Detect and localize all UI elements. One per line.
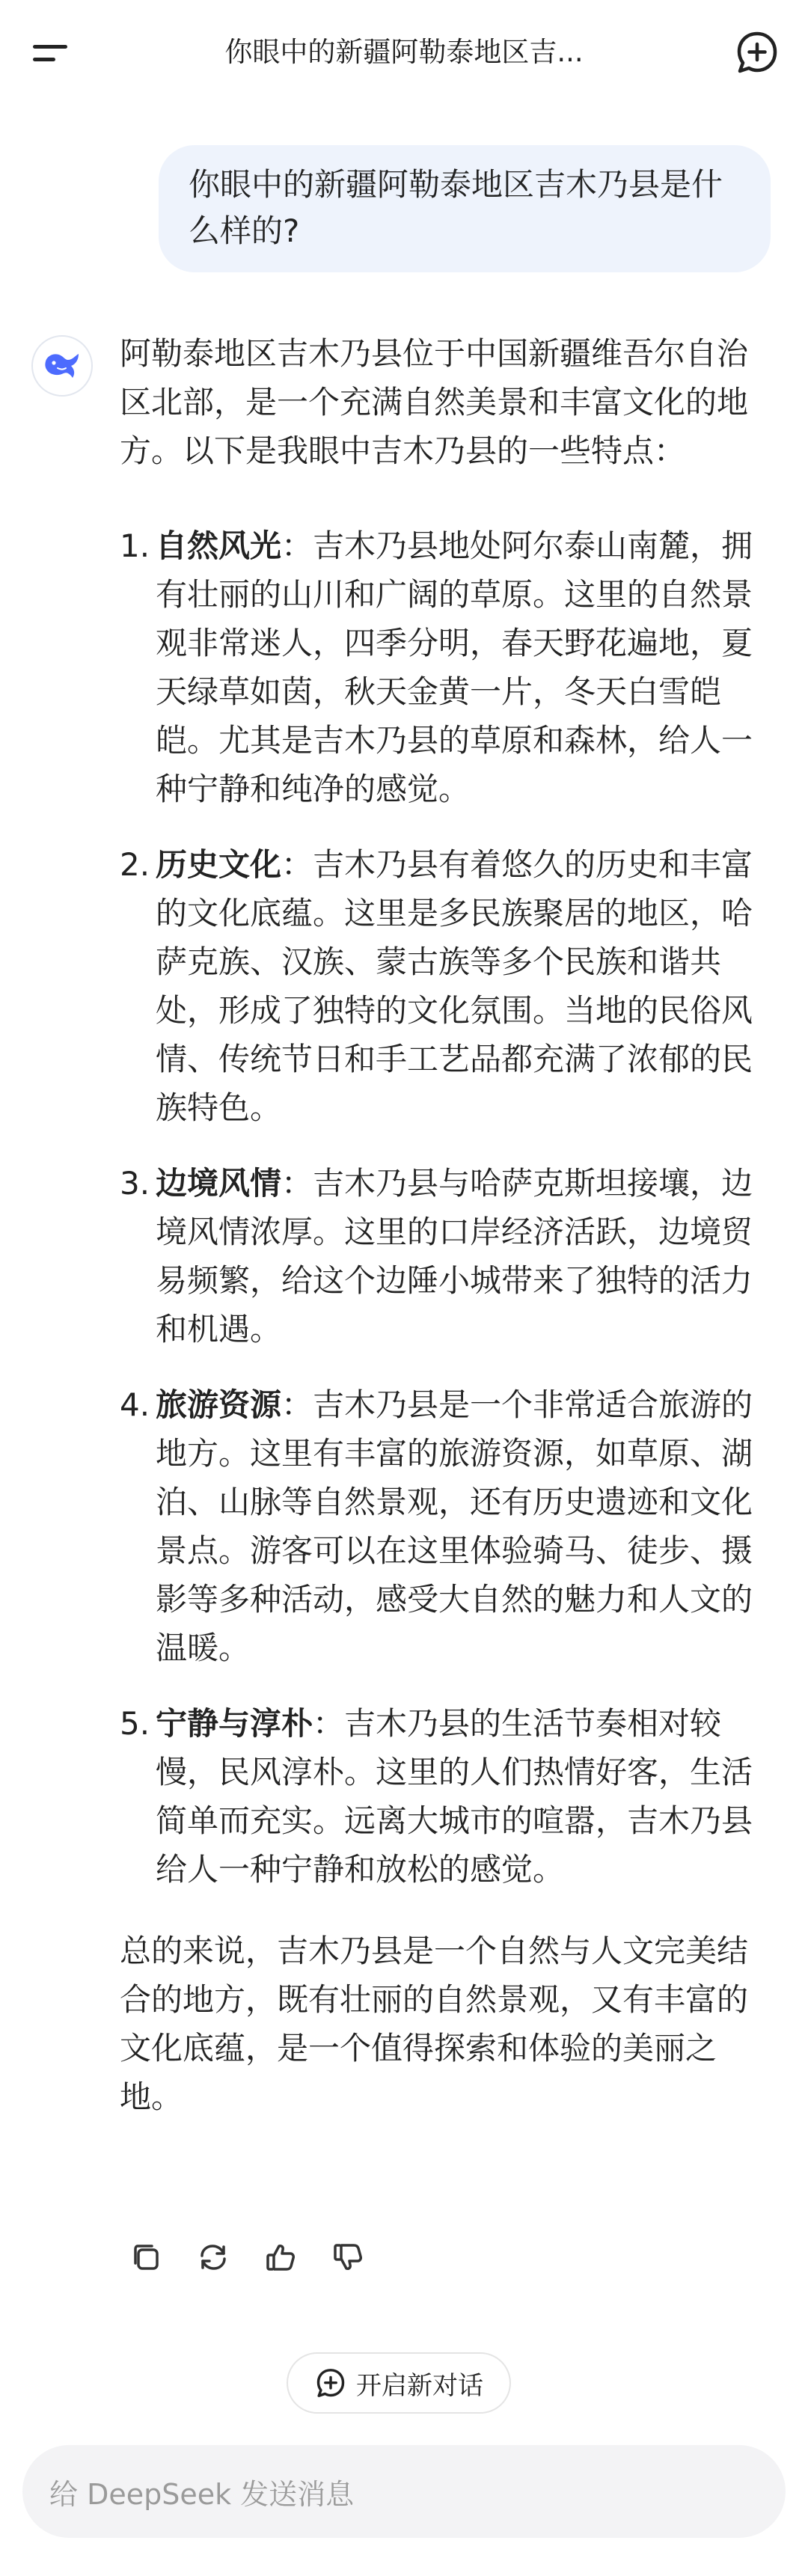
top-bar (0, 0, 808, 105)
list-item (120, 1380, 778, 1672)
page-title: 你眼中的新疆阿勒泰地区吉... (224, 36, 584, 68)
thumbs-down-button[interactable] (322, 2231, 374, 2283)
message-input-placeholder: 给 DeepSeek 发送消息 (49, 2477, 355, 2511)
list-item-title: 旅游资源 (156, 1386, 282, 1423)
list-item (120, 840, 778, 1132)
answer-summary: 总的来说，吉木乃县是一个自然与人文完美结合的地方，既有壮丽的自然景观，又有丰富的文化底蕴，是一个值得探索和体验的美丽之地。 (120, 1933, 749, 2115)
list-item-title: 宁静与淳朴 (156, 1705, 313, 1742)
thumbs-up-icon (263, 2240, 298, 2274)
feature-list (120, 521, 778, 1894)
message-actions (120, 2231, 374, 2283)
copy-icon (129, 2240, 163, 2274)
user-message-bubble[interactable]: 你眼中的新疆阿勒泰地区吉木乃县是什么样的? (159, 145, 771, 272)
list-item-text: ：吉木乃县有着悠久的历史和丰富的文化底蕴。这里是多民族聚居的地区，哈萨克族、汉族、蒙古族等多个民族和谐共处，形成了独特的文化氛围。当地的民俗风情、传统节日和手工艺品都充满了浓郁的民族特色。 (156, 846, 753, 1126)
assistant-avatar (31, 335, 93, 397)
list-item (120, 1699, 778, 1894)
list-item-title: 边境风情 (156, 1165, 282, 1202)
menu-button[interactable] (27, 33, 72, 72)
list-item-title: 自然风光 (156, 527, 282, 564)
list-item-text: ：吉木乃县是一个非常适合旅游的地方。这里有丰富的旅游资源，如草原、湖泊、山脉等自然景观，还有历史遗迹和文化景点。游客可以在这里体验骑马、徒步、摄影等多种活动，感受大自然的魅力和人文的温暖。 (156, 1386, 753, 1666)
list-item-text: ：吉木乃县的生活节奏相对较慢，民风淳朴。这里的人们热情好客，生活简单而充实。远离大城市的喧嚣，吉木乃县给人一种宁静和放松的感觉。 (156, 1705, 753, 1888)
add-chat-icon (733, 28, 781, 76)
list-item-number: 1. (120, 527, 150, 564)
thumbs-up-button[interactable] (254, 2231, 307, 2283)
regenerate-icon (196, 2240, 230, 2274)
list-item-number: 4. (120, 1386, 150, 1423)
list-item-number: 5. (120, 1705, 150, 1742)
copy-button[interactable] (120, 2231, 172, 2283)
list-item-text: ：吉木乃县与哈萨克斯坦接壤，边境风情浓厚。这里的口岸经济活跃，边境贸易频繁，给这个边陲小城带来了独特的活力和机遇。 (156, 1165, 753, 1347)
list-item (120, 1159, 778, 1353)
new-chat-label: 开启新对话 (356, 2370, 483, 2401)
list-item-title: 历史文化 (156, 846, 282, 883)
list-item-number: 2. (120, 846, 150, 883)
list-item (120, 521, 778, 813)
add-chat-icon (314, 2367, 347, 2399)
message-input[interactable] (22, 2445, 786, 2538)
new-chat-button[interactable] (287, 2352, 511, 2414)
thumbs-down-icon (331, 2240, 365, 2274)
list-item-text: ：吉木乃县地处阿尔泰山南麓，拥有壮丽的山川和广阔的草原。这里的自然景观非常迷人，四季分明，春天野花遍地，夏天绿草如茵，秋天金黄一片，冬天白雪皑皑。尤其是吉木乃县的草原和森林，给人一种宁静和纯净的感觉。 (156, 527, 753, 807)
answer-intro: 阿勒泰地区吉木乃县位于中国新疆维吾尔自治区北部，是一个充满自然美景和丰富文化的地方。以下是我眼中吉木乃县的一些特点： (120, 335, 749, 469)
list-item-number: 3. (120, 1165, 150, 1202)
deepseek-whale-logo (41, 345, 83, 387)
assistant-message (120, 329, 778, 2121)
regenerate-button[interactable] (187, 2231, 239, 2283)
new-chat-top-button[interactable] (733, 28, 781, 76)
